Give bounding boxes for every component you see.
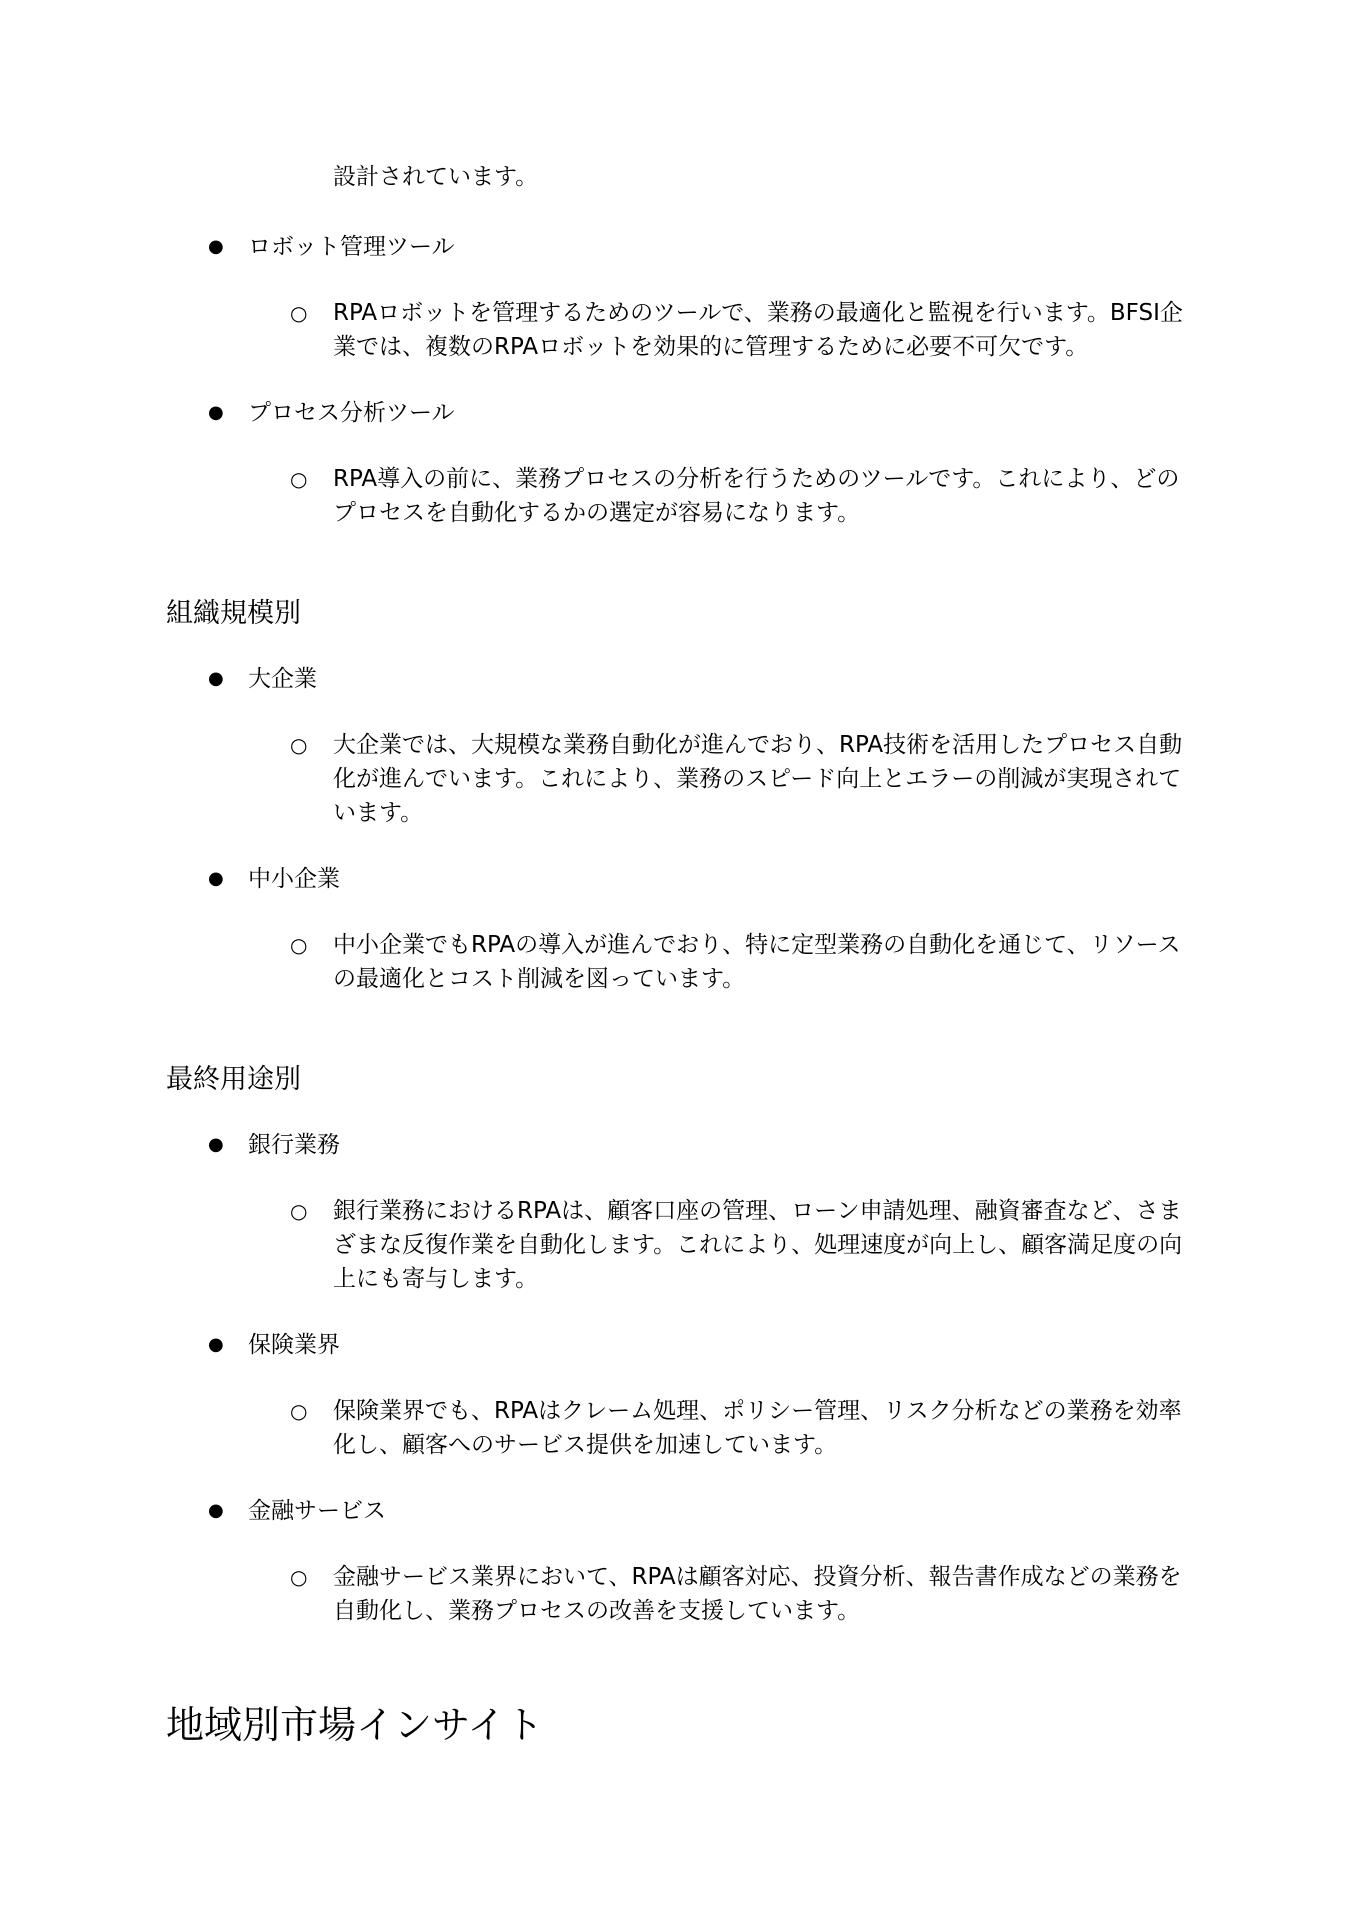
- circle-bullet-icon: ○: [290, 733, 308, 757]
- sub-bullet-item: [290, 1394, 1200, 1462]
- section-title: 地域別市場インサイト: [166, 1703, 544, 1747]
- sub-bullet-item: [290, 1560, 1200, 1628]
- section-heading: 最終用途別: [166, 1064, 301, 1095]
- bullet-icon: ●: [208, 1134, 224, 1155]
- bullet-icon: ●: [208, 868, 224, 889]
- sub-bullet-text: 大企業では、大規模な業務自動化が進んでおり、RPA技術を活用したプロセス自動化が進んでいます。これにより、業務のスピード向上とエラーの削減が実現されています。: [333, 732, 1183, 826]
- bullet-label: 中小企業: [248, 866, 340, 892]
- circle-bullet-icon: ○: [290, 1565, 308, 1589]
- sub-bullet-text: 保険業界でも、RPAはクレーム処理、ポリシー管理、リスク分析などの業務を効率化し、顧客へのサービス提供を加速しています。: [333, 1398, 1182, 1458]
- sub-bullet-item: [290, 728, 1200, 830]
- sub-bullet-text: 中小企業でもRPAの導入が進んでおり、特に定型業務の自動化を通じて、リソースの最適化とコスト削減を図っています。: [333, 932, 1181, 992]
- bullet-icon: ●: [208, 1334, 224, 1355]
- bullet-label: 金融サービス: [248, 1498, 386, 1524]
- sub-bullet-item: [290, 1194, 1200, 1296]
- continuation-text: 設計されています。: [333, 164, 539, 190]
- circle-bullet-icon: ○: [290, 467, 308, 491]
- bullet-icon: ●: [208, 1500, 224, 1521]
- bullet-label: ロボット管理ツール: [248, 234, 455, 260]
- bullet-label: 保険業界: [248, 1332, 340, 1358]
- bullet-label: 銀行業務: [248, 1132, 340, 1158]
- bullet-icon: ●: [208, 402, 224, 423]
- sub-bullet-item: [290, 296, 1200, 364]
- sub-bullet-text: RPA導入の前に、業務プロセスの分析を行うためのツールです。これにより、どのプロセスを自動化するかの選定が容易になります。: [333, 466, 1180, 526]
- section-heading: 組織規模別: [166, 598, 301, 629]
- bullet-icon: ●: [208, 668, 224, 689]
- bullet-label: プロセス分析ツール: [248, 400, 455, 426]
- circle-bullet-icon: ○: [290, 933, 308, 957]
- circle-bullet-icon: ○: [290, 1399, 308, 1423]
- sub-bullet-text: 金融サービス業界において、RPAは顧客対応、投資分析、報告書作成などの業務を自動化し、業務プロセスの改善を支援しています。: [333, 1564, 1182, 1624]
- circle-bullet-icon: ○: [290, 1199, 308, 1223]
- circle-bullet-icon: ○: [290, 301, 308, 325]
- sub-bullet-item: [290, 928, 1200, 996]
- sub-bullet-item: [290, 462, 1200, 530]
- bullet-label: 大企業: [248, 666, 317, 692]
- sub-bullet-text: RPAロボットを管理するためのツールで、業務の最適化と監視を行います。BFSI企業では、複数のRPAロボットを効果的に管理するために必要不可欠です。: [333, 300, 1183, 360]
- sub-bullet-text: 銀行業務におけるRPAは、顧客口座の管理、ローン申請処理、融資審査など、さまざまな反復作業を自動化します。これにより、処理速度が向上し、顧客満足度の向上にも寄与します。: [333, 1198, 1183, 1292]
- bullet-icon: ●: [208, 236, 224, 257]
